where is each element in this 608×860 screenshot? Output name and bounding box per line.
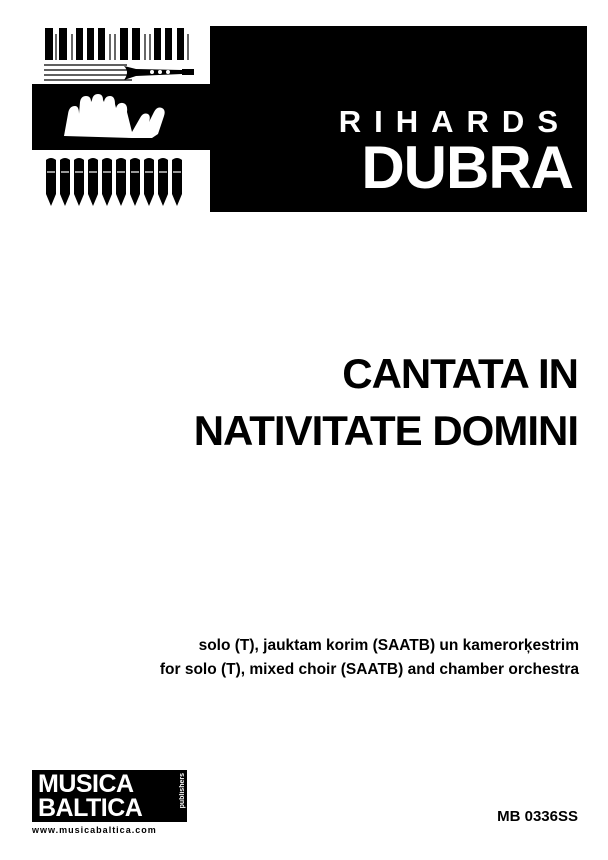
publisher-box xyxy=(32,770,187,822)
hands-icon xyxy=(32,84,210,150)
title-line: CANTATA IN xyxy=(342,350,578,397)
trumpet-icon xyxy=(32,62,210,84)
instrumentation xyxy=(160,634,579,682)
pipes-icon xyxy=(32,156,210,212)
work-title xyxy=(194,345,578,459)
instrument-artwork xyxy=(32,26,210,212)
hands-band xyxy=(32,84,210,150)
publisher-logo xyxy=(32,770,187,835)
publisher-name-line1: MUSICA xyxy=(38,770,134,798)
instrumentation-latvian: solo (T), jauktam korim (SAATB) un kamerorķestrim xyxy=(198,637,579,654)
publisher-name-line2: BALTICA xyxy=(38,794,143,822)
instrumentation-english: for solo (T), mixed choir (SAATB) and chamber orchestra xyxy=(159,661,579,678)
header-block xyxy=(32,26,587,212)
composer-panel xyxy=(210,26,587,212)
composer-last-name: DUBRA xyxy=(361,134,573,201)
piano-keys-icon xyxy=(32,26,210,66)
composer-first-name: RIHARDS xyxy=(338,104,571,139)
publisher-tag: publishers xyxy=(179,773,186,809)
publisher-website: www.musicabaltica.com xyxy=(32,825,157,835)
title-line: NATIVITATE DOMINI xyxy=(193,407,578,454)
catalog-number: MB 0336SS xyxy=(497,808,578,825)
